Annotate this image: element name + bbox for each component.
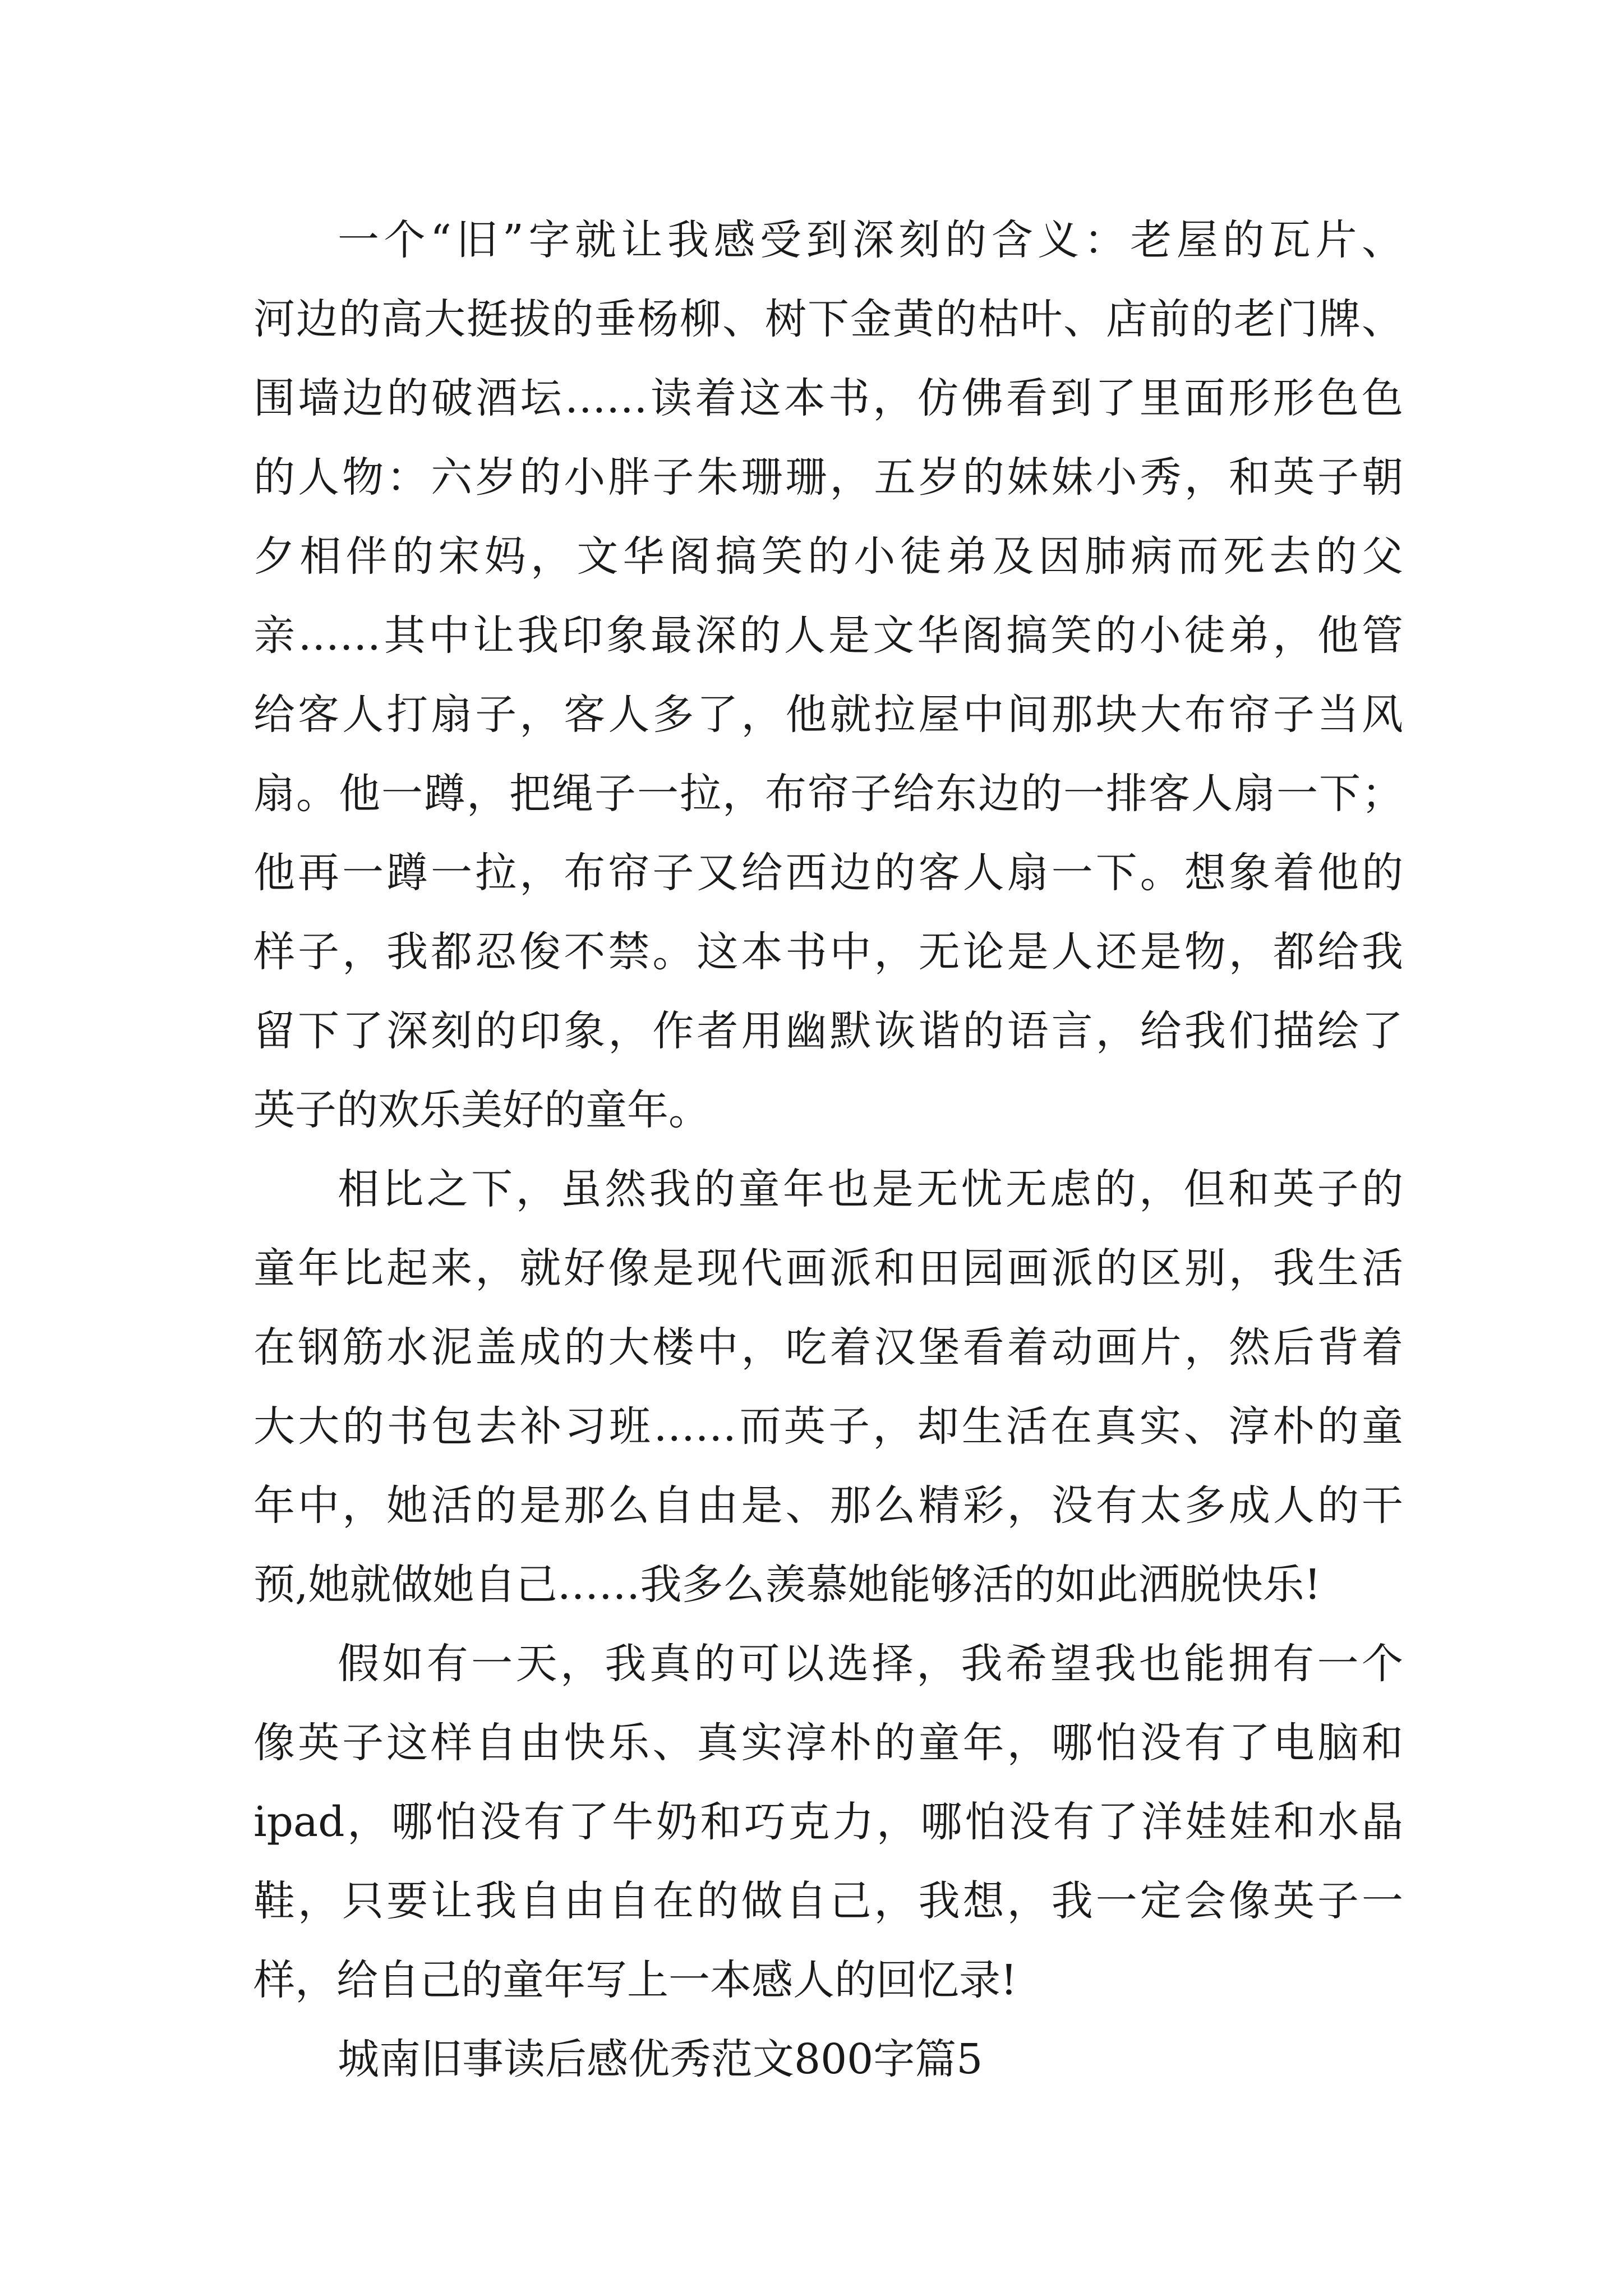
text-line: 相比之下，虽然我的童年也是无忧无虑的，但和英子的	[338, 1165, 1403, 1213]
text-line: 留下了深刻的印象，作者用幽默诙谐的语言，给我们描绘了	[253, 1007, 1403, 1055]
text-line: 在钢筋水泥盖成的大楼中，吃着汉堡看着动画片，然后背着	[253, 1323, 1403, 1372]
text-line: 围墙边的破酒坛……读着这本书，仿佛看到了里面形形色色	[253, 374, 1403, 422]
text-line: 夕相伴的宋妈，文华阁搞笑的小徒弟及因肺病而死去的父	[253, 532, 1403, 581]
paragraph-3	[253, 1625, 1403, 2020]
text-line: 大大的书包去补习班……而英子，却生活在真实、淳朴的童	[253, 1402, 1403, 1451]
text-line: 他再一蹲一拉，布帘子又给西边的客人扇一下。想象着他的	[253, 849, 1403, 897]
text-line: 年中，她活的是那么自由是、那么精彩，没有太多成人的干	[253, 1481, 1403, 1530]
text-line: 亲……其中让我印象最深的人是文华阁搞笑的小徒弟，他管	[253, 611, 1403, 660]
text-line: 英子的欢乐美好的童年。	[253, 1086, 710, 1134]
heading-line: 城南旧事读后感优秀范文800字篇5	[338, 2035, 983, 2083]
text-line: 河边的高大挺拔的垂杨柳、树下金黄的枯叶、店前的老门牌、	[253, 295, 1403, 343]
text-line: 预,她就做她自己……我多么羡慕她能够活的如此洒脱快乐!	[253, 1561, 1321, 1609]
text-line: 样，给自己的童年写上一本感人的回忆录!	[253, 1956, 1017, 2004]
paragraph-2	[253, 1150, 1403, 1625]
text-line: 一个“旧”字就让我感受到深刻的含义：老屋的瓦片、	[338, 216, 1403, 264]
text-line: 童年比起来，就好像是现代画派和田园画派的区别，我生活	[253, 1244, 1403, 1292]
document-body	[253, 201, 1403, 2099]
text-line: 样子，我都忍俊不禁。这本书中，无论是人还是物，都给我	[253, 928, 1403, 976]
text-line: ipad，哪怕没有了牛奶和巧克力，哪怕没有了洋娃娃和水晶	[253, 1798, 1403, 1846]
text-line: 像英子这样自由快乐、真实淳朴的童年，哪怕没有了电脑和	[253, 1719, 1403, 1767]
text-line: 给客人打扇子，客人多了，他就拉屋中间那块大布帘子当风	[253, 691, 1403, 739]
text-line: 鞋，只要让我自由自在的做自己，我想，我一定会像英子一	[253, 1877, 1403, 1925]
text-line: 假如有一天，我真的可以选择，我希望我也能拥有一个	[338, 1640, 1403, 1688]
section-heading	[253, 2020, 1403, 2099]
paragraph-1	[253, 201, 1403, 1150]
text-line: 的人物：六岁的小胖子朱珊珊，五岁的妹妹小秀，和英子朝	[253, 453, 1403, 501]
text-line: 扇。他一蹲，把绳子一拉，布帘子给东边的一排客人扇一下；	[253, 770, 1403, 818]
